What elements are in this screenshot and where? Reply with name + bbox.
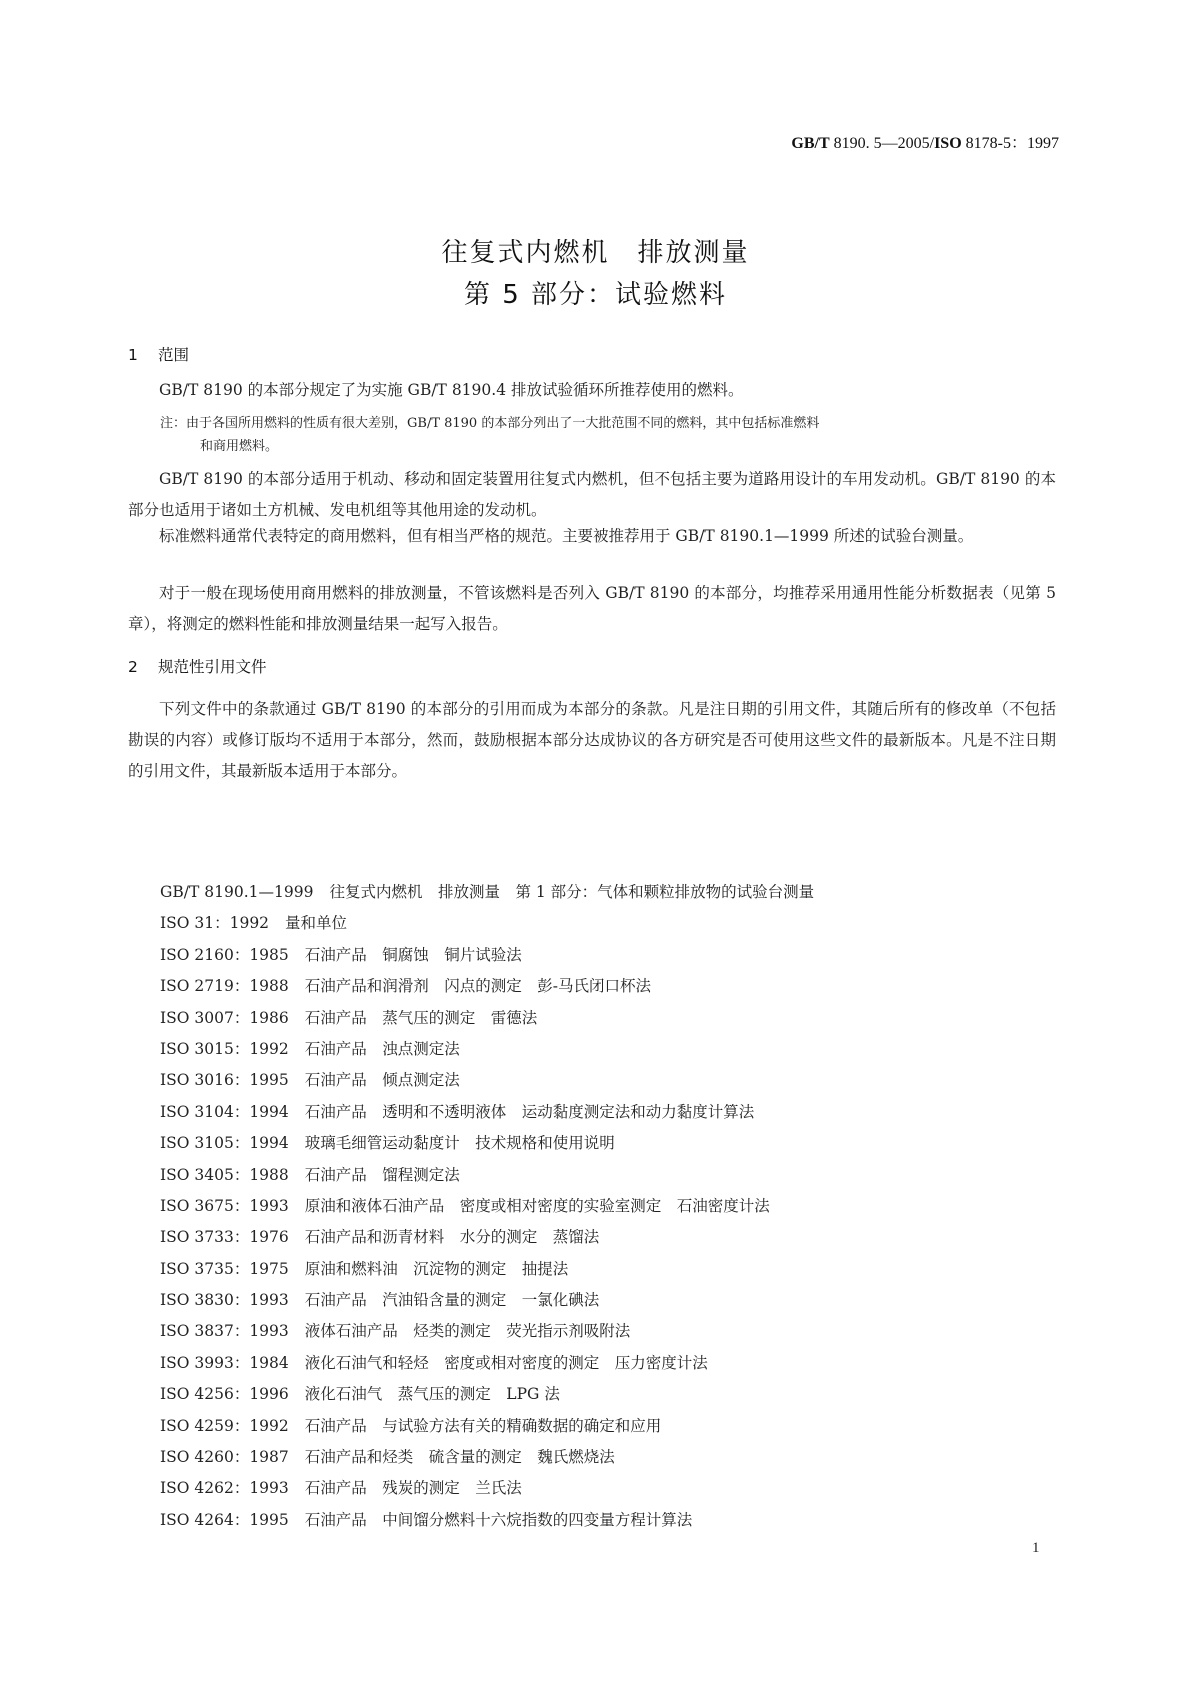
- iso-code-prefix: ISO: [934, 135, 962, 152]
- reference-item: [160, 1348, 1060, 1379]
- section-2-heading: [128, 655, 267, 677]
- reference-code: ISO 4260：1987: [160, 1448, 289, 1467]
- standard-code: [791, 130, 1059, 153]
- reference-code: ISO 3733：1976: [160, 1228, 289, 1247]
- reference-title: 玻璃毛细管运动黏度计 技术规格和使用说明: [304, 1134, 615, 1153]
- reference-code: ISO 3405：1988: [160, 1165, 289, 1184]
- reference-item: [160, 877, 1060, 908]
- reference-item: [160, 1473, 1060, 1504]
- note-line-2: 和商用燃料。: [200, 439, 279, 454]
- reference-item: [160, 1379, 1060, 1410]
- reference-title: 石油产品 与试验方法有关的精确数据的确定和应用: [304, 1416, 662, 1435]
- reference-title: 原油和燃料油 沉淀物的测定 抽提法: [304, 1259, 569, 1278]
- note-line-1: 注：由于各国所用燃料的性质有很大差别，GB/T 8190 的本部分列出了一大批范围不同的燃料，其中包括标准燃料: [160, 416, 820, 431]
- section-1-paragraph-1: GB/T 8190 的本部分规定了为实施 GB/T 8190.4 排放试验循环所推荐使用的燃料。: [159, 381, 744, 399]
- reference-title: 石油产品和烃类 硫含量的测定 魏氏燃烧法: [304, 1448, 615, 1467]
- reference-item: [160, 1128, 1060, 1159]
- reference-item: [160, 1065, 1060, 1096]
- section-2-number: 2: [128, 658, 138, 676]
- reference-item: [160, 1222, 1060, 1253]
- section-1-paragraph-2: GB/T 8190 的本部分适用于机动、移动和固定装置用往复式内燃机，但不包括主要为道路用设计的车用发动机。GB/T 8190 的本部分也适用于诸如土方机械、发电机组等其他用途的发动机。: [128, 470, 1056, 519]
- reference-code: ISO 4262：1993: [160, 1479, 289, 1498]
- reference-title: 石油产品 中间馏分燃料十六烷指数的四变量方程计算法: [304, 1510, 693, 1529]
- reference-title: 液化石油气和轻烃 密度或相对密度的测定 压力密度计法: [304, 1353, 708, 1372]
- iso-code-number: 8178-5：1997: [961, 135, 1059, 152]
- reference-title: 石油产品 透明和不透明液体 运动黏度测定法和动力黏度计算法: [304, 1102, 755, 1121]
- document-title: 往复式内燃机 排放测量: [441, 238, 750, 268]
- section-1-title: 范围: [158, 346, 190, 364]
- reference-title: 石油产品 馏程测定法: [304, 1165, 460, 1184]
- section-1-heading: [128, 343, 189, 365]
- section-2-paragraph-1: 下列文件中的条款通过 GB/T 8190 的本部分的引用而成为本部分的条款。凡是注日期的引用文件，其随后所有的修改单（不包括勘误的内容）或修订版均不适用于本部分，然而，鼓励根据本部分达成协议的各方研究是否可使用这些文件的最新版本。凡是不注日期的引用文件，其最新版本适用于本部分。: [128, 700, 1056, 780]
- reference-title: 石油产品 汽油铅含量的测定 一氯化碘法: [304, 1291, 600, 1310]
- reference-title: 原油和液体石油产品 密度或相对密度的实验室测定 石油密度计法: [304, 1196, 770, 1215]
- reference-item: [160, 1191, 1060, 1222]
- reference-item: [160, 908, 1060, 939]
- reference-title: 石油产品 残炭的测定 兰氏法: [304, 1479, 522, 1498]
- section-1-note: [160, 412, 1056, 458]
- normative-references-list: [160, 877, 1060, 1536]
- reference-title: 石油产品 浊点测定法: [304, 1039, 460, 1058]
- reference-code: ISO 3837：1993: [160, 1322, 289, 1341]
- reference-code: ISO 3007：1986: [160, 1008, 289, 1027]
- reference-item: [160, 1285, 1060, 1316]
- reference-code: ISO 3993：1984: [160, 1353, 289, 1372]
- reference-item: [160, 1411, 1060, 1442]
- reference-code: ISO 4264：1995: [160, 1510, 289, 1529]
- reference-item: [160, 1034, 1060, 1065]
- section-1-paragraph-4: 对于一般在现场使用商用燃料的排放测量，不管该燃料是否列入 GB/T 8190 的本部分，均推荐采用通用性能分析数据表（见第 5 章），将测定的燃料性能和排放测量结果一起写入报告。: [128, 584, 1056, 633]
- reference-title: 量和单位: [285, 914, 348, 933]
- reference-title: 石油产品 倾点测定法: [304, 1071, 460, 1090]
- section-1-number: 1: [128, 346, 138, 364]
- reference-code: ISO 3015：1992: [160, 1039, 289, 1058]
- reference-title: 石油产品 铜腐蚀 铜片试验法: [304, 945, 522, 964]
- reference-item: [160, 1505, 1060, 1536]
- reference-title: 往复式内燃机 排放测量 第 1 部分：气体和颗粒排放物的试验台测量: [329, 883, 815, 901]
- reference-title: 石油产品和润滑剂 闪点的测定 彭-马氏闭口杯法: [304, 977, 652, 996]
- reference-code: ISO 3735：1975: [160, 1259, 289, 1278]
- reference-item: [160, 971, 1060, 1002]
- reference-title: 液化石油气 蒸气压的测定 LPG 法: [304, 1385, 560, 1404]
- section-1-paragraph-3: 标准燃料通常代表特定的商用燃料，但有相当严格的规范。主要被推荐用于 GB/T 8190.1—1999 所述的试验台测量。: [159, 527, 974, 545]
- standard-code-number: 8190. 5—2005/: [829, 135, 935, 152]
- page-number: 1: [1032, 1540, 1040, 1556]
- reference-code: GB/T 8190.1—1999: [160, 883, 314, 901]
- section-2-title: 规范性引用文件: [158, 658, 267, 676]
- reference-code: ISO 3675：1993: [160, 1196, 289, 1215]
- reference-item: [160, 1316, 1060, 1347]
- reference-code: ISO 3016：1995: [160, 1071, 289, 1090]
- reference-code: ISO 31：1992: [160, 914, 270, 933]
- reference-code: ISO 2719：1988: [160, 977, 289, 996]
- reference-code: ISO 3104：1994: [160, 1102, 289, 1121]
- reference-code: ISO 3830：1993: [160, 1291, 289, 1310]
- reference-title: 液体石油产品 烃类的测定 荧光指示剂吸附法: [304, 1322, 631, 1341]
- document-subtitle: 第 5 部分：试验燃料: [463, 280, 728, 310]
- reference-item: [160, 1442, 1060, 1473]
- reference-item: [160, 1003, 1060, 1034]
- reference-item: [160, 1097, 1060, 1128]
- reference-item: [160, 1160, 1060, 1191]
- reference-code: ISO 4259：1992: [160, 1416, 289, 1435]
- standard-code-prefix: GB/T: [791, 135, 830, 152]
- reference-title: 石油产品 蒸气压的测定 雷德法: [304, 1008, 538, 1027]
- reference-code: ISO 2160：1985: [160, 945, 289, 964]
- reference-title: 石油产品和沥青材料 水分的测定 蒸馏法: [304, 1228, 600, 1247]
- reference-code: ISO 4256：1996: [160, 1385, 289, 1404]
- reference-item: [160, 940, 1060, 971]
- reference-item: [160, 1254, 1060, 1285]
- reference-code: ISO 3105：1994: [160, 1134, 289, 1153]
